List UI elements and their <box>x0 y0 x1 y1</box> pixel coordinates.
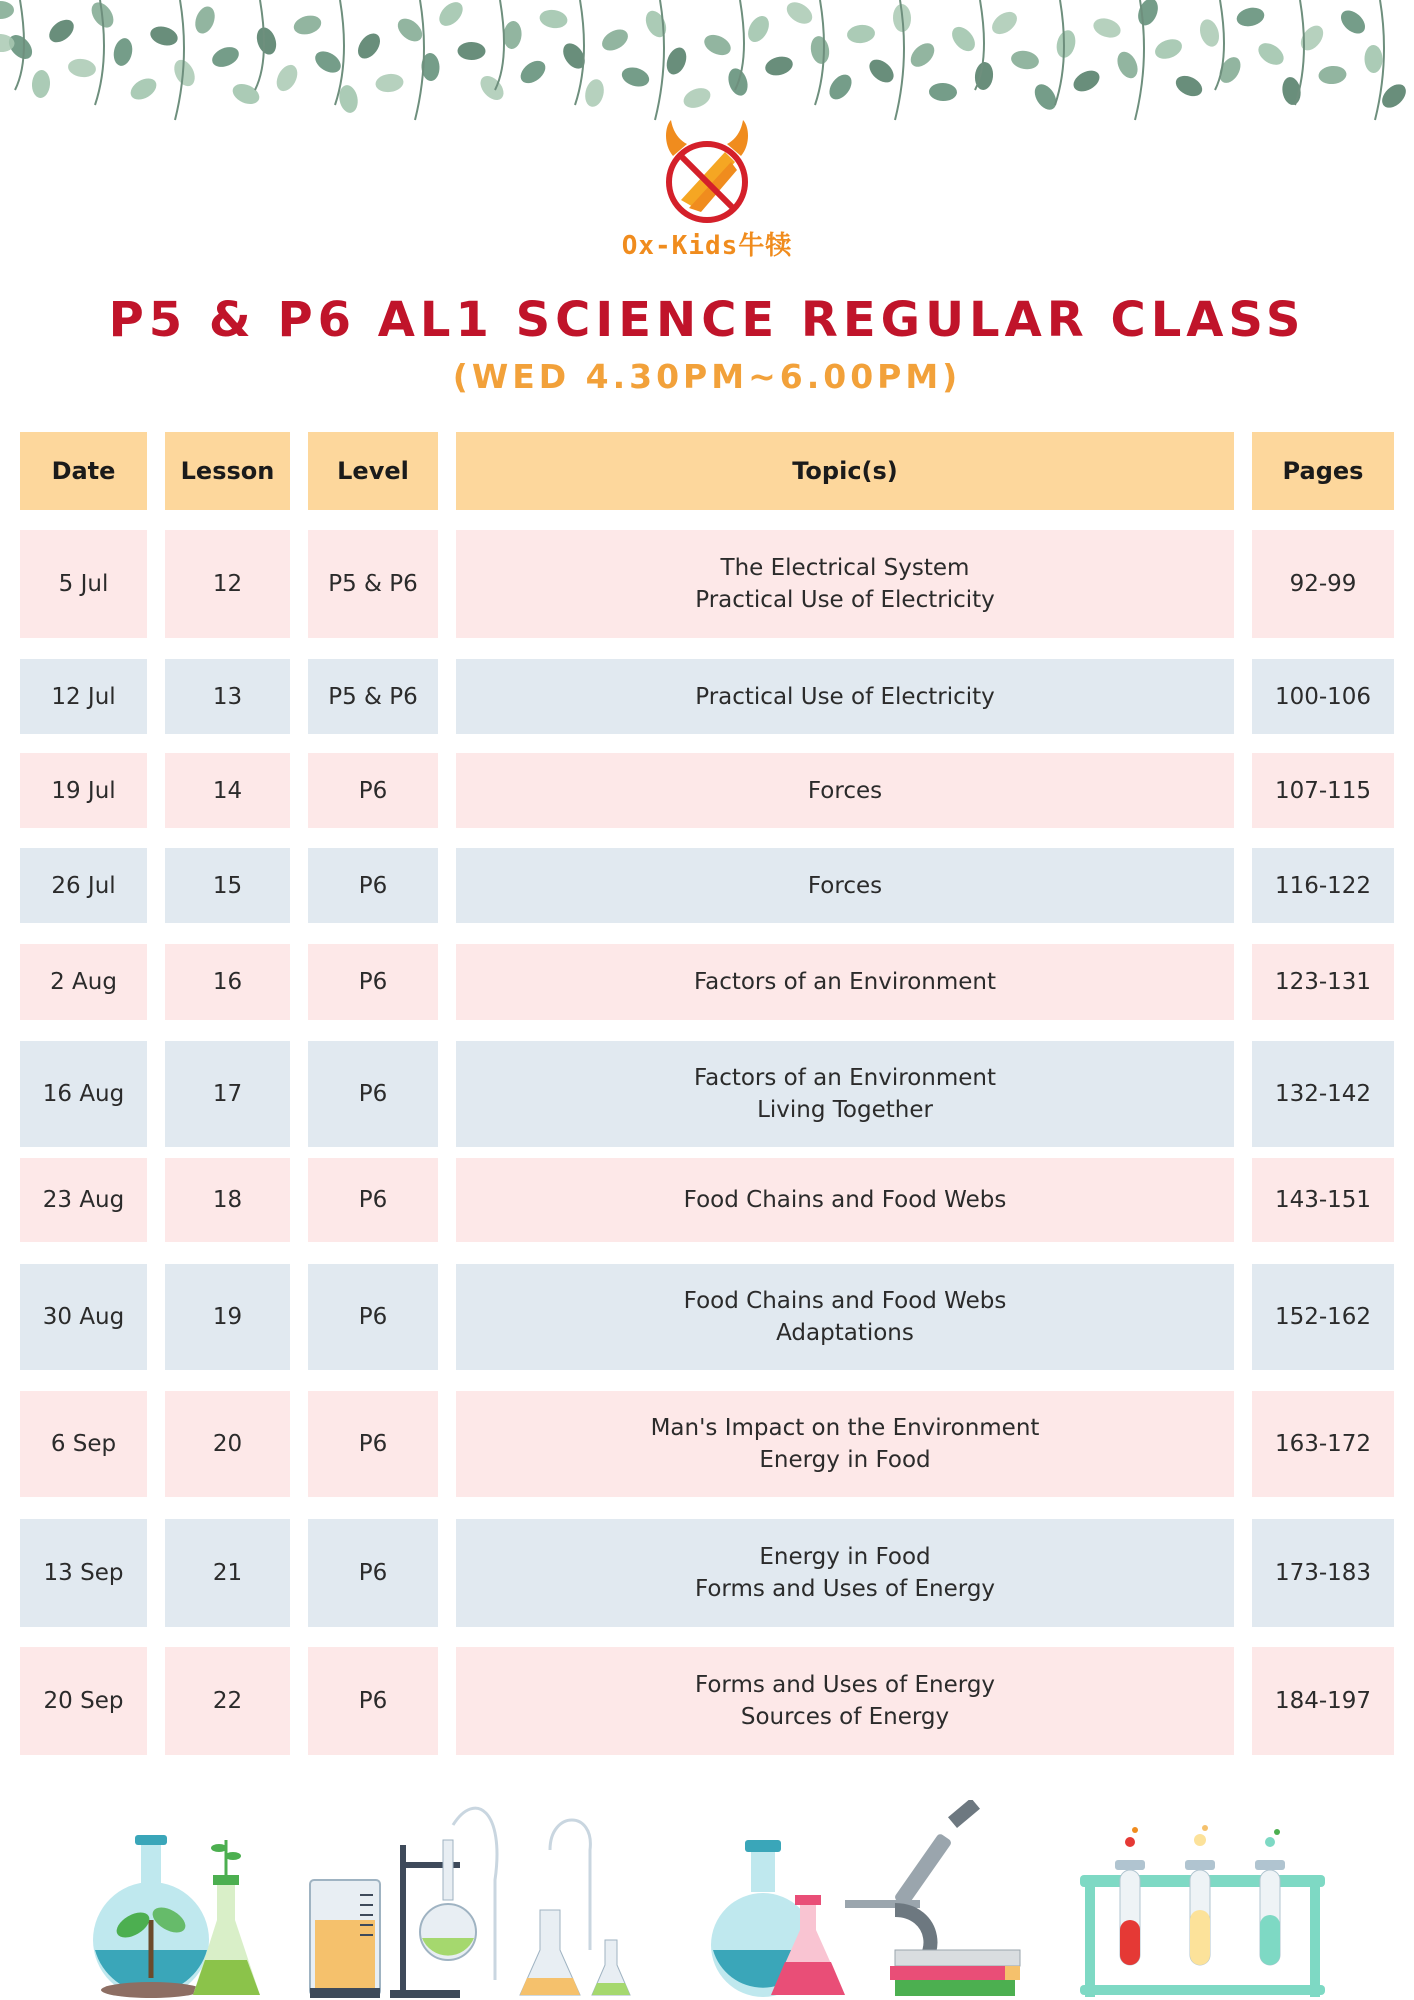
row-6-pages: 132-142 <box>1252 1041 1394 1147</box>
row-9-pages: 163-172 <box>1252 1391 1394 1497</box>
row-4-date: 26 Jul <box>20 848 147 923</box>
row-6-lesson: 17 <box>165 1041 290 1147</box>
topic-line: Adaptations <box>776 1320 914 1346</box>
topic-line: Man's Impact on the Environment <box>650 1415 1040 1441</box>
row-7-date: 23 Aug <box>20 1158 147 1242</box>
row-11-date: 20 Sep <box>20 1647 147 1755</box>
topic-line: The Electrical System <box>720 555 970 581</box>
row-8-lesson: 19 <box>165 1264 290 1370</box>
row-10-lesson: 21 <box>165 1519 290 1627</box>
header-date: Date <box>20 432 147 510</box>
topic-line: Forms and Uses of Energy <box>694 1672 996 1698</box>
row-8-level: P6 <box>308 1264 438 1370</box>
row-4-lesson: 15 <box>165 848 290 923</box>
row-2-date: 12 Jul <box>20 659 147 734</box>
row-4-topics <box>456 848 1234 923</box>
row-11-topics <box>456 1647 1234 1755</box>
row-6-topics <box>456 1041 1234 1147</box>
row-6-date: 16 Aug <box>20 1041 147 1147</box>
row-8-date: 30 Aug <box>20 1264 147 1370</box>
topic-line: Food Chains and Food Webs <box>683 1187 1007 1213</box>
row-5-lesson: 16 <box>165 944 290 1020</box>
row-9-topics <box>456 1391 1234 1497</box>
brand-name: Ox-Kids牛犊 <box>621 231 793 261</box>
row-4-level: P6 <box>308 848 438 923</box>
row-5-topics <box>456 944 1234 1020</box>
row-3-level: P6 <box>308 753 438 828</box>
row-7-level: P6 <box>308 1158 438 1242</box>
topic-line: Practical Use of Electricity <box>695 587 995 613</box>
row-8-pages: 152-162 <box>1252 1264 1394 1370</box>
topic-line: Factors of an Environment <box>693 1065 997 1091</box>
topic-line: Forces <box>807 872 883 899</box>
row-3-pages: 107-115 <box>1252 753 1394 828</box>
row-2-pages: 100-106 <box>1252 659 1394 734</box>
row-11-lesson: 22 <box>165 1647 290 1755</box>
row-5-level: P6 <box>308 944 438 1020</box>
row-9-date: 6 Sep <box>20 1391 147 1497</box>
topic-line: Practical Use of Electricity <box>695 683 995 710</box>
topic-line: Sources of Energy <box>740 1704 950 1730</box>
topic-line: Food Chains and Food Webs <box>683 1288 1007 1314</box>
topic-line: Forces <box>807 777 883 804</box>
topic-line: Living Together <box>757 1097 933 1123</box>
row-1-lesson: 12 <box>165 530 290 638</box>
row-7-pages: 143-151 <box>1252 1158 1394 1242</box>
row-5-pages: 123-131 <box>1252 944 1394 1020</box>
row-3-date: 19 Jul <box>20 753 147 828</box>
row-10-level: P6 <box>308 1519 438 1627</box>
row-2-lesson: 13 <box>165 659 290 734</box>
row-7-topics <box>456 1158 1234 1242</box>
header-level: Level <box>308 432 438 510</box>
row-5-date: 2 Aug <box>20 944 147 1020</box>
row-11-level: P6 <box>308 1647 438 1755</box>
row-1-topics <box>456 530 1234 638</box>
test-tube-rack-illustration-icon <box>1075 1800 1330 2000</box>
eucalyptus-leaves-icon <box>0 0 1414 135</box>
row-10-pages: 173-183 <box>1252 1519 1394 1627</box>
row-10-topics <box>456 1519 1234 1627</box>
row-6-level: P6 <box>308 1041 438 1147</box>
row-1-pages: 92-99 <box>1252 530 1394 638</box>
row-3-lesson: 14 <box>165 753 290 828</box>
row-10-date: 13 Sep <box>20 1519 147 1627</box>
row-7-lesson: 18 <box>165 1158 290 1242</box>
row-8-topics <box>456 1264 1234 1370</box>
row-2-topics <box>456 659 1234 734</box>
page-subtitle: (WED 4.30PM~6.00PM) <box>452 357 962 396</box>
plant-flask-illustration-icon <box>85 1800 270 2000</box>
ox-kids-logo-icon <box>655 118 759 236</box>
header-topics: Topic(s) <box>456 432 1234 510</box>
topic-line: Forms and Uses of Energy <box>694 1576 996 1602</box>
header-pages: Pages <box>1252 432 1394 510</box>
page-title: P5 & P6 AL1 SCIENCE REGULAR CLASS <box>108 292 1306 348</box>
header-lesson: Lesson <box>165 432 290 510</box>
topic-line: Factors of an Environment <box>693 969 997 995</box>
row-9-level: P6 <box>308 1391 438 1497</box>
row-2-level: P5 & P6 <box>308 659 438 734</box>
lab-apparatus-illustration-icon <box>305 1800 650 2000</box>
row-9-lesson: 20 <box>165 1391 290 1497</box>
row-1-level: P5 & P6 <box>308 530 438 638</box>
row-4-pages: 116-122 <box>1252 848 1394 923</box>
topic-line: Energy in Food <box>759 1447 931 1473</box>
row-1-date: 5 Jul <box>20 530 147 638</box>
row-11-pages: 184-197 <box>1252 1647 1394 1755</box>
row-3-topics <box>456 753 1234 828</box>
topic-line: Energy in Food <box>759 1544 931 1570</box>
microscope-books-illustration-icon <box>705 1800 1035 2000</box>
